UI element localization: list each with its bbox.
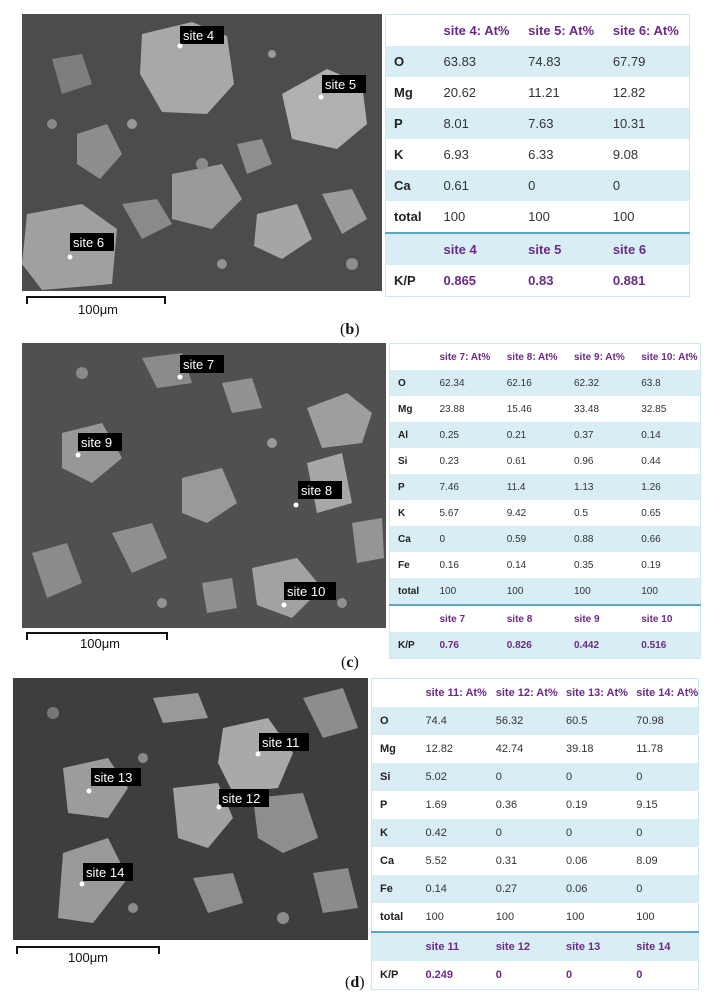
- eds-table-b: [385, 14, 690, 297]
- caption-c: (c): [341, 654, 359, 671]
- table-row: O 62.34 62.16 62.32 63.8: [390, 370, 701, 396]
- site-9-marker: [76, 453, 81, 458]
- kp-header-row: site 7 site 8 site 9 site 10: [390, 605, 701, 632]
- kp-row: K/P 0.865 0.83 0.881: [394, 273, 646, 288]
- kp-row: K/P 0.249 0 0 0: [380, 969, 643, 981]
- site-4-label: site 4: [183, 28, 215, 43]
- table-row: Fe 0.14 0.27 0.06 0: [372, 875, 699, 903]
- sem-image-d: [13, 678, 368, 940]
- kp-row: K/P 0.76 0.826 0.442 0.516: [390, 632, 701, 659]
- site-14-label: site 14: [86, 865, 125, 880]
- table-row: Ca 0.61 0 0: [386, 170, 690, 201]
- table-row: total 100 100 100 100: [390, 578, 701, 605]
- table-row: P 8.01 7.63 10.31: [386, 108, 690, 139]
- scale-bar-d: [16, 946, 160, 970]
- site-5-marker: [319, 95, 324, 100]
- site-9-label: site 9: [81, 435, 113, 450]
- scale-bar-b: [26, 296, 166, 322]
- site-7-marker: [178, 375, 183, 380]
- table-row: Ca 0 0.59 0.88 0.66: [390, 526, 701, 552]
- table-row: Al 0.25 0.21 0.37 0.14: [390, 422, 701, 448]
- sem-image-c: [22, 343, 386, 628]
- sem-micrograph-c: [22, 343, 386, 628]
- site-7-label: site 7: [183, 357, 215, 372]
- kp-header-row: site 4 site 5 site 6: [386, 233, 690, 265]
- table-row: total 100 100 100: [394, 209, 635, 224]
- sem-micrograph-b: [22, 14, 382, 291]
- table-header-row: site 4: At% site 5: At% site 6: At%: [443, 23, 679, 38]
- table-row: K 5.67 9.42 0.5 0.65: [398, 507, 661, 519]
- sem-micrograph-d: [13, 678, 368, 940]
- table-row: O 74.4 56.32 60.5 70.98: [372, 707, 699, 735]
- site-14-marker: [80, 882, 85, 887]
- site-5-label: site 5: [325, 77, 357, 92]
- kp-header-row: site 11 site 12 site 13 site 14: [372, 932, 699, 961]
- table-row: Mg 23.88 15.46 33.48 32.85: [398, 403, 667, 415]
- table-row: P 7.46 11.4 1.13 1.26: [390, 474, 701, 500]
- site-11-label: site 11: [262, 735, 300, 750]
- site-6-label: site 6: [73, 235, 105, 250]
- eds-table-c: [389, 343, 701, 659]
- site-12-label: site 12: [222, 791, 261, 806]
- site-8-label: site 8: [301, 483, 333, 498]
- scale-bar-label-b: 100μm: [78, 302, 119, 317]
- site-11-marker: [256, 752, 261, 757]
- table-row: Si 5.02 0 0 0: [372, 763, 699, 791]
- table-row: Mg 20.62 11.21 12.82: [394, 85, 646, 100]
- table-row: Fe 0.16 0.14 0.35 0.19: [398, 559, 661, 571]
- scale-bar-label-c: 100μm: [80, 636, 121, 651]
- table-header-row: site 11: At% site 12: At% site 13: At% site 14: At%: [425, 687, 699, 699]
- site-10-marker: [282, 603, 287, 608]
- table-row: Ca 5.52 0.31 0.06 8.09: [380, 855, 658, 867]
- table-row: total 100 100 100 100: [380, 911, 655, 923]
- table-row: K 6.93 6.33 9.08: [394, 147, 639, 162]
- eds-table-d: [371, 678, 699, 990]
- site-13-label: site 13: [94, 770, 133, 785]
- site-6-marker: [68, 255, 73, 260]
- sem-image-b: [22, 14, 382, 291]
- site-12-marker: [217, 805, 222, 810]
- site-13-marker: [87, 789, 92, 794]
- site-10-label: site 10: [287, 584, 326, 599]
- table-row: O 63.83 74.83 67.79: [386, 46, 690, 77]
- table-header-row: site 7: At% site 8: At% site 9: At% site 10: At%: [439, 351, 698, 363]
- caption-b: (b): [340, 321, 360, 338]
- scale-bar-c: [26, 632, 168, 656]
- table-row: Mg 12.82 42.74 39.18 11.78: [380, 743, 663, 755]
- table-row: Si 0.23 0.61 0.96 0.44: [398, 455, 661, 467]
- table-row: K 0.42 0 0 0: [372, 819, 699, 847]
- table-row: P 1.69 0.36 0.19 9.15: [380, 799, 658, 811]
- caption-d: (d): [345, 974, 365, 991]
- site-8-marker: [294, 503, 299, 508]
- site-4-marker: [178, 44, 183, 49]
- scale-bar-label-d: 100μm: [68, 950, 109, 965]
